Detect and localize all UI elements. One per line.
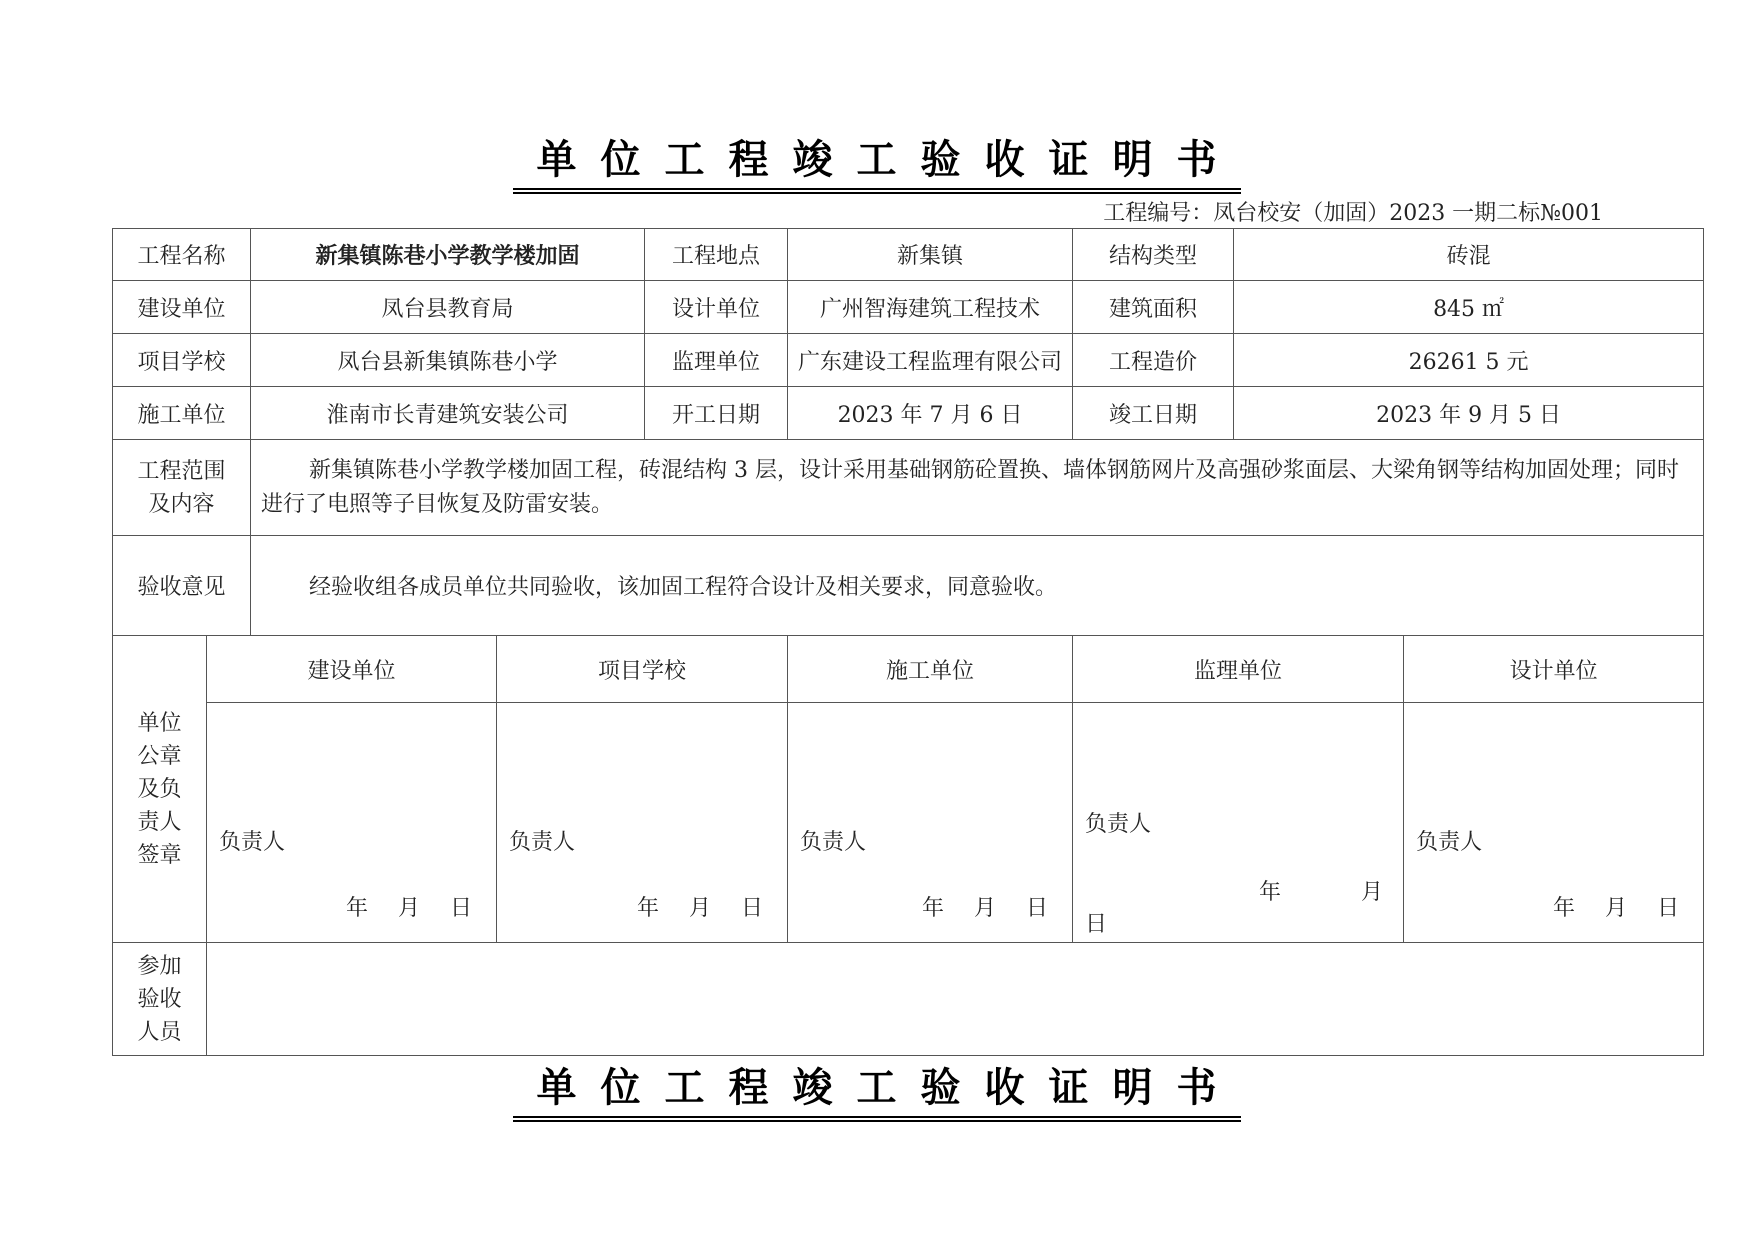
label-completion-date: 竣工日期	[1073, 387, 1234, 440]
value-start-date: 2023 年 7 月 6 日	[788, 387, 1073, 440]
value-project-name: 新集镇陈巷小学教学楼加固	[251, 229, 645, 281]
label-signatures-line: 及负	[137, 776, 182, 802]
opinion-row	[113, 536, 1704, 636]
label-scope	[113, 440, 251, 536]
label-supervision-unit: 监理单位	[645, 334, 788, 387]
sig-header-construction-unit: 建设单位	[207, 636, 497, 703]
acceptance-certificate-table	[112, 228, 1704, 1056]
document-title: 单位工程竣工验收证明书	[0, 134, 1753, 194]
value-opinion: 经验收组各成员单位共同验收，该加固工程符合设计及相关要求，同意验收。	[251, 536, 1704, 636]
label-contractor: 施工单位	[113, 387, 251, 440]
scope-row	[113, 440, 1704, 536]
value-scope: 新集镇陈巷小学教学楼加固工程，砖混结构 3 层，设计采用基础钢筋砼置换、墙体钢筋网片及高强砂浆面层、大梁角钢等结构加固处理；同时进行了电照等子目恢复及防雷安装。	[251, 440, 1704, 536]
sig-header-supervision-unit: 监理单位	[1073, 636, 1404, 703]
sig-header-contractor: 施工单位	[788, 636, 1073, 703]
label-opinion: 验收意见	[113, 536, 251, 636]
value-completion-date: 2023 年 9 月 5 日	[1234, 387, 1704, 440]
sig-date: 年 月 日	[922, 896, 1049, 921]
person-in-charge-label: 负责人	[219, 830, 286, 855]
info-row	[113, 281, 1704, 334]
info-row	[113, 387, 1704, 440]
sig-header-design-unit: 设计单位	[1404, 636, 1704, 703]
label-participants	[113, 943, 207, 1056]
sig-cell-project-school[interactable]	[497, 703, 788, 943]
value-project-cost: 26261 5 元	[1234, 334, 1704, 387]
sig-date-day: 日	[1085, 912, 1108, 937]
label-participants-line: 参加	[137, 953, 182, 979]
value-structure-type: 砖混	[1234, 229, 1704, 281]
label-design-unit: 设计单位	[645, 281, 788, 334]
label-signatures-line: 公章	[137, 743, 182, 769]
label-project-name: 工程名称	[113, 229, 251, 281]
value-participants[interactable]	[207, 943, 1704, 1056]
sig-date: 年 月	[1259, 880, 1384, 905]
signature-body-row	[113, 703, 1704, 943]
label-signatures-line: 单位	[137, 710, 182, 736]
label-start-date: 开工日期	[645, 387, 788, 440]
label-structure-type: 结构类型	[1073, 229, 1234, 281]
person-in-charge-label: 负责人	[1416, 830, 1483, 855]
value-supervision-unit: 广东建设工程监理有限公司	[788, 334, 1073, 387]
person-in-charge-label: 负责人	[800, 830, 867, 855]
value-contractor: 淮南市长青建筑安装公司	[251, 387, 645, 440]
label-scope-line2: 及内容	[148, 491, 215, 517]
sig-date: 年 月 日	[345, 896, 473, 921]
value-building-area: 845 ㎡	[1234, 281, 1704, 334]
label-participants-line: 验收	[137, 986, 182, 1012]
project-number: 工程编号：凤台校安（加固）2023 一期二标№001	[1103, 201, 1603, 226]
sig-cell-contractor[interactable]	[788, 703, 1073, 943]
label-project-school: 项目学校	[113, 334, 251, 387]
value-design-unit: 广州智海建筑工程技术	[788, 281, 1073, 334]
value-project-location: 新集镇	[788, 229, 1073, 281]
value-construction-unit: 凤台县教育局	[251, 281, 645, 334]
label-project-cost: 工程造价	[1073, 334, 1234, 387]
label-participants-line: 人员	[137, 1019, 182, 1045]
info-row	[113, 229, 1704, 281]
info-row	[113, 334, 1704, 387]
sig-date: 年 月 日	[1553, 896, 1680, 921]
value-project-school: 凤台县新集镇陈巷小学	[251, 334, 645, 387]
label-construction-unit: 建设单位	[113, 281, 251, 334]
label-project-location: 工程地点	[645, 229, 788, 281]
label-signatures-line: 签章	[137, 842, 182, 868]
document-title-repeat: 单位工程竣工验收证明书	[0, 1062, 1753, 1122]
label-scope-line1: 工程范围	[137, 458, 226, 484]
signature-header-row	[113, 636, 1704, 703]
sig-cell-construction-unit[interactable]	[207, 703, 497, 943]
sig-cell-design-unit[interactable]	[1404, 703, 1704, 943]
participants-row	[113, 943, 1704, 1056]
person-in-charge-label: 负责人	[509, 830, 576, 855]
sig-header-project-school: 项目学校	[497, 636, 788, 703]
person-in-charge-label: 负责人	[1085, 812, 1152, 837]
label-signatures	[113, 636, 207, 943]
sig-date: 年 月 日	[636, 896, 764, 921]
sig-cell-supervision-unit[interactable]	[1073, 703, 1404, 943]
label-building-area: 建筑面积	[1073, 281, 1234, 334]
label-signatures-line: 责人	[137, 809, 182, 835]
